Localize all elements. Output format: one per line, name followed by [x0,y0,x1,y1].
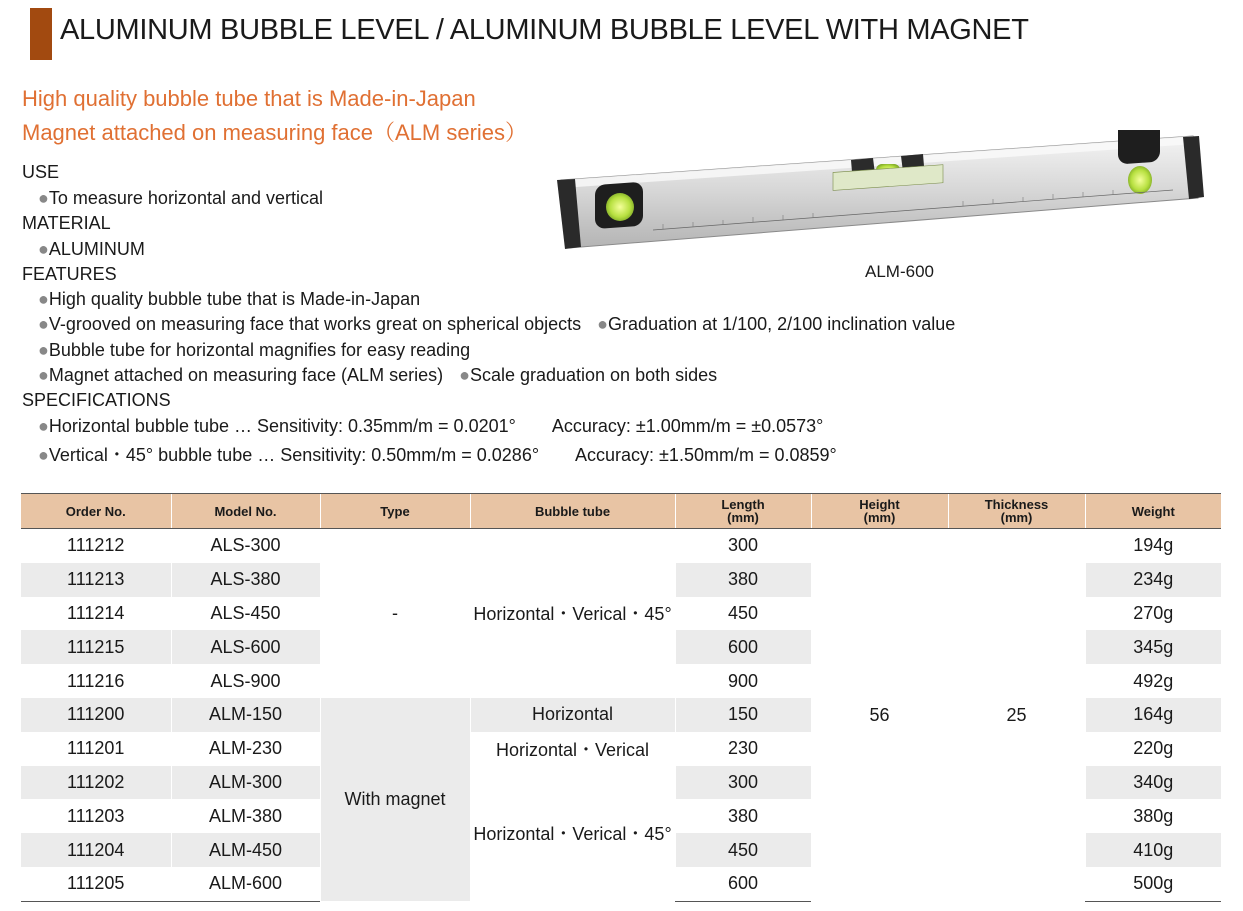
spec-table [21,493,1221,902]
table-cell: ALM-600 [171,867,320,901]
table-cell: ALM-300 [171,766,320,800]
table-cell: 111213 [21,563,171,597]
table-cell: 450 [675,597,811,631]
table-cell: 380g [1085,799,1221,833]
table-cell: 340g [1085,766,1221,800]
table-cell: 111200 [21,698,171,732]
table-header-row [21,494,1221,529]
bullet-icon: ● [38,188,49,208]
use-heading: USE [22,162,60,182]
table-cell: 492g [1085,664,1221,698]
table-cell: ALS-300 [171,529,320,563]
table-cell: 450 [675,833,811,867]
col-header-thickness: Thickness (mm) [948,494,1085,529]
table-cell: 111204 [21,833,171,867]
bullet-icon: ● [38,314,49,334]
thickness-cell: 25 [948,529,1085,902]
table-cell: 600 [675,630,811,664]
table-cell: ALM-230 [171,732,320,766]
spec-line-vertical: ●Vertical・45° bubble tube … Sensitivity: 0.50mm/m = 0.0286° Accuracy: ±1.50mm/m = 0.0859° [38,445,837,465]
table-cell: 150 [675,698,811,732]
table-cell: 345g [1085,630,1221,664]
use-item: ●To measure horizontal and vertical [38,188,324,208]
height-cell: 56 [811,529,948,902]
product-image-caption: ALM-600 [865,262,934,281]
bullet-icon: ● [38,340,49,360]
col-header-weight: Weight [1085,494,1221,529]
table-cell: 194g [1085,529,1221,563]
col-header-length: Length (mm) [675,494,811,529]
table-cell: 900 [675,664,811,698]
col-header-height: Height (mm) [811,494,948,529]
bullet-icon: ● [38,289,49,309]
table-cell: 111212 [21,529,171,563]
table-cell: 500g [1085,867,1221,901]
table-cell: ALS-900 [171,664,320,698]
table-cell: 220g [1085,732,1221,766]
table-cell: 230 [675,732,811,766]
bubble-cell-hv: Horizontal・Verical [470,732,675,766]
table-cell: 300 [675,529,811,563]
table-cell: ALS-450 [171,597,320,631]
bubble-level-icon [553,130,1208,255]
table-cell: 111203 [21,799,171,833]
table-cell: 111202 [21,766,171,800]
bubble-cell-hv45: Horizontal・Verical・45° [470,529,675,698]
spec-line-horizontal: ●Horizontal bubble tube … Sensitivity: 0.35mm/m = 0.0201° Accuracy: ±1.00mm/m = ±0.0573° [38,416,824,436]
table-cell: ALM-450 [171,833,320,867]
feature-item: ●High quality bubble tube that is Made-in-Japan [38,289,421,309]
bubble-cell-hv45-b: Horizontal・Verical・45° [470,766,675,902]
col-header-model: Model No. [171,494,320,529]
material-item: ●ALUMINUM [38,239,145,259]
page-title: ALUMINUM BUBBLE LEVEL / ALUMINUM BUBBLE LEVEL WITH MAGNET [60,14,1029,46]
table-cell: 300 [675,766,811,800]
table-cell: ALS-380 [171,563,320,597]
feature-item: ●Magnet attached on measuring face (ALM series) ●Scale graduation on both sides [38,365,718,385]
table-cell: 234g [1085,563,1221,597]
table-cell: 410g [1085,833,1221,867]
tagline-bubble-tube: High quality bubble tube that is Made-in-Japan [22,86,476,111]
table-cell: 111216 [21,664,171,698]
table-cell: 111205 [21,867,171,901]
table-cell: 380 [675,799,811,833]
table-cell: 164g [1085,698,1221,732]
table-cell: ALS-600 [171,630,320,664]
bubble-cell-h: Horizontal [470,698,675,732]
col-header-type: Type [320,494,470,529]
bullet-icon: ● [38,416,49,436]
features-heading: FEATURES [22,264,117,284]
table-cell: 270g [1085,597,1221,631]
table-cell: 111214 [21,597,171,631]
table-row [21,529,1221,563]
type-cell-none: - [320,529,470,698]
material-heading: MATERIAL [22,213,111,233]
table-cell: 380 [675,563,811,597]
title-accent-bar [30,8,52,60]
col-header-order: Order No. [21,494,171,529]
feature-item: ●V-grooved on measuring face that works great on spherical objects ●Graduation at 1/100, 2/100 inclination value [38,314,956,334]
specifications-heading: SPECIFICATIONS [22,390,171,410]
product-image-bubble-level [553,130,1208,255]
feature-item: ●Bubble tube for horizontal magnifies for easy reading [38,340,471,360]
table-cell: 111215 [21,630,171,664]
tagline-magnet: Magnet attached on measuring face（ALM series） [22,120,528,145]
table-cell: ALM-380 [171,799,320,833]
col-header-bubble: Bubble tube [470,494,675,529]
bullet-icon: ● [38,239,49,259]
type-cell-magnet: With magnet [320,698,470,901]
bullet-icon: ● [597,314,609,334]
table-cell: 600 [675,867,811,901]
bullet-icon: ● [459,365,470,385]
bullet-icon: ● [38,445,49,465]
table-cell: ALM-150 [171,698,320,732]
bullet-icon: ● [38,365,49,385]
table-cell: 111201 [21,732,171,766]
